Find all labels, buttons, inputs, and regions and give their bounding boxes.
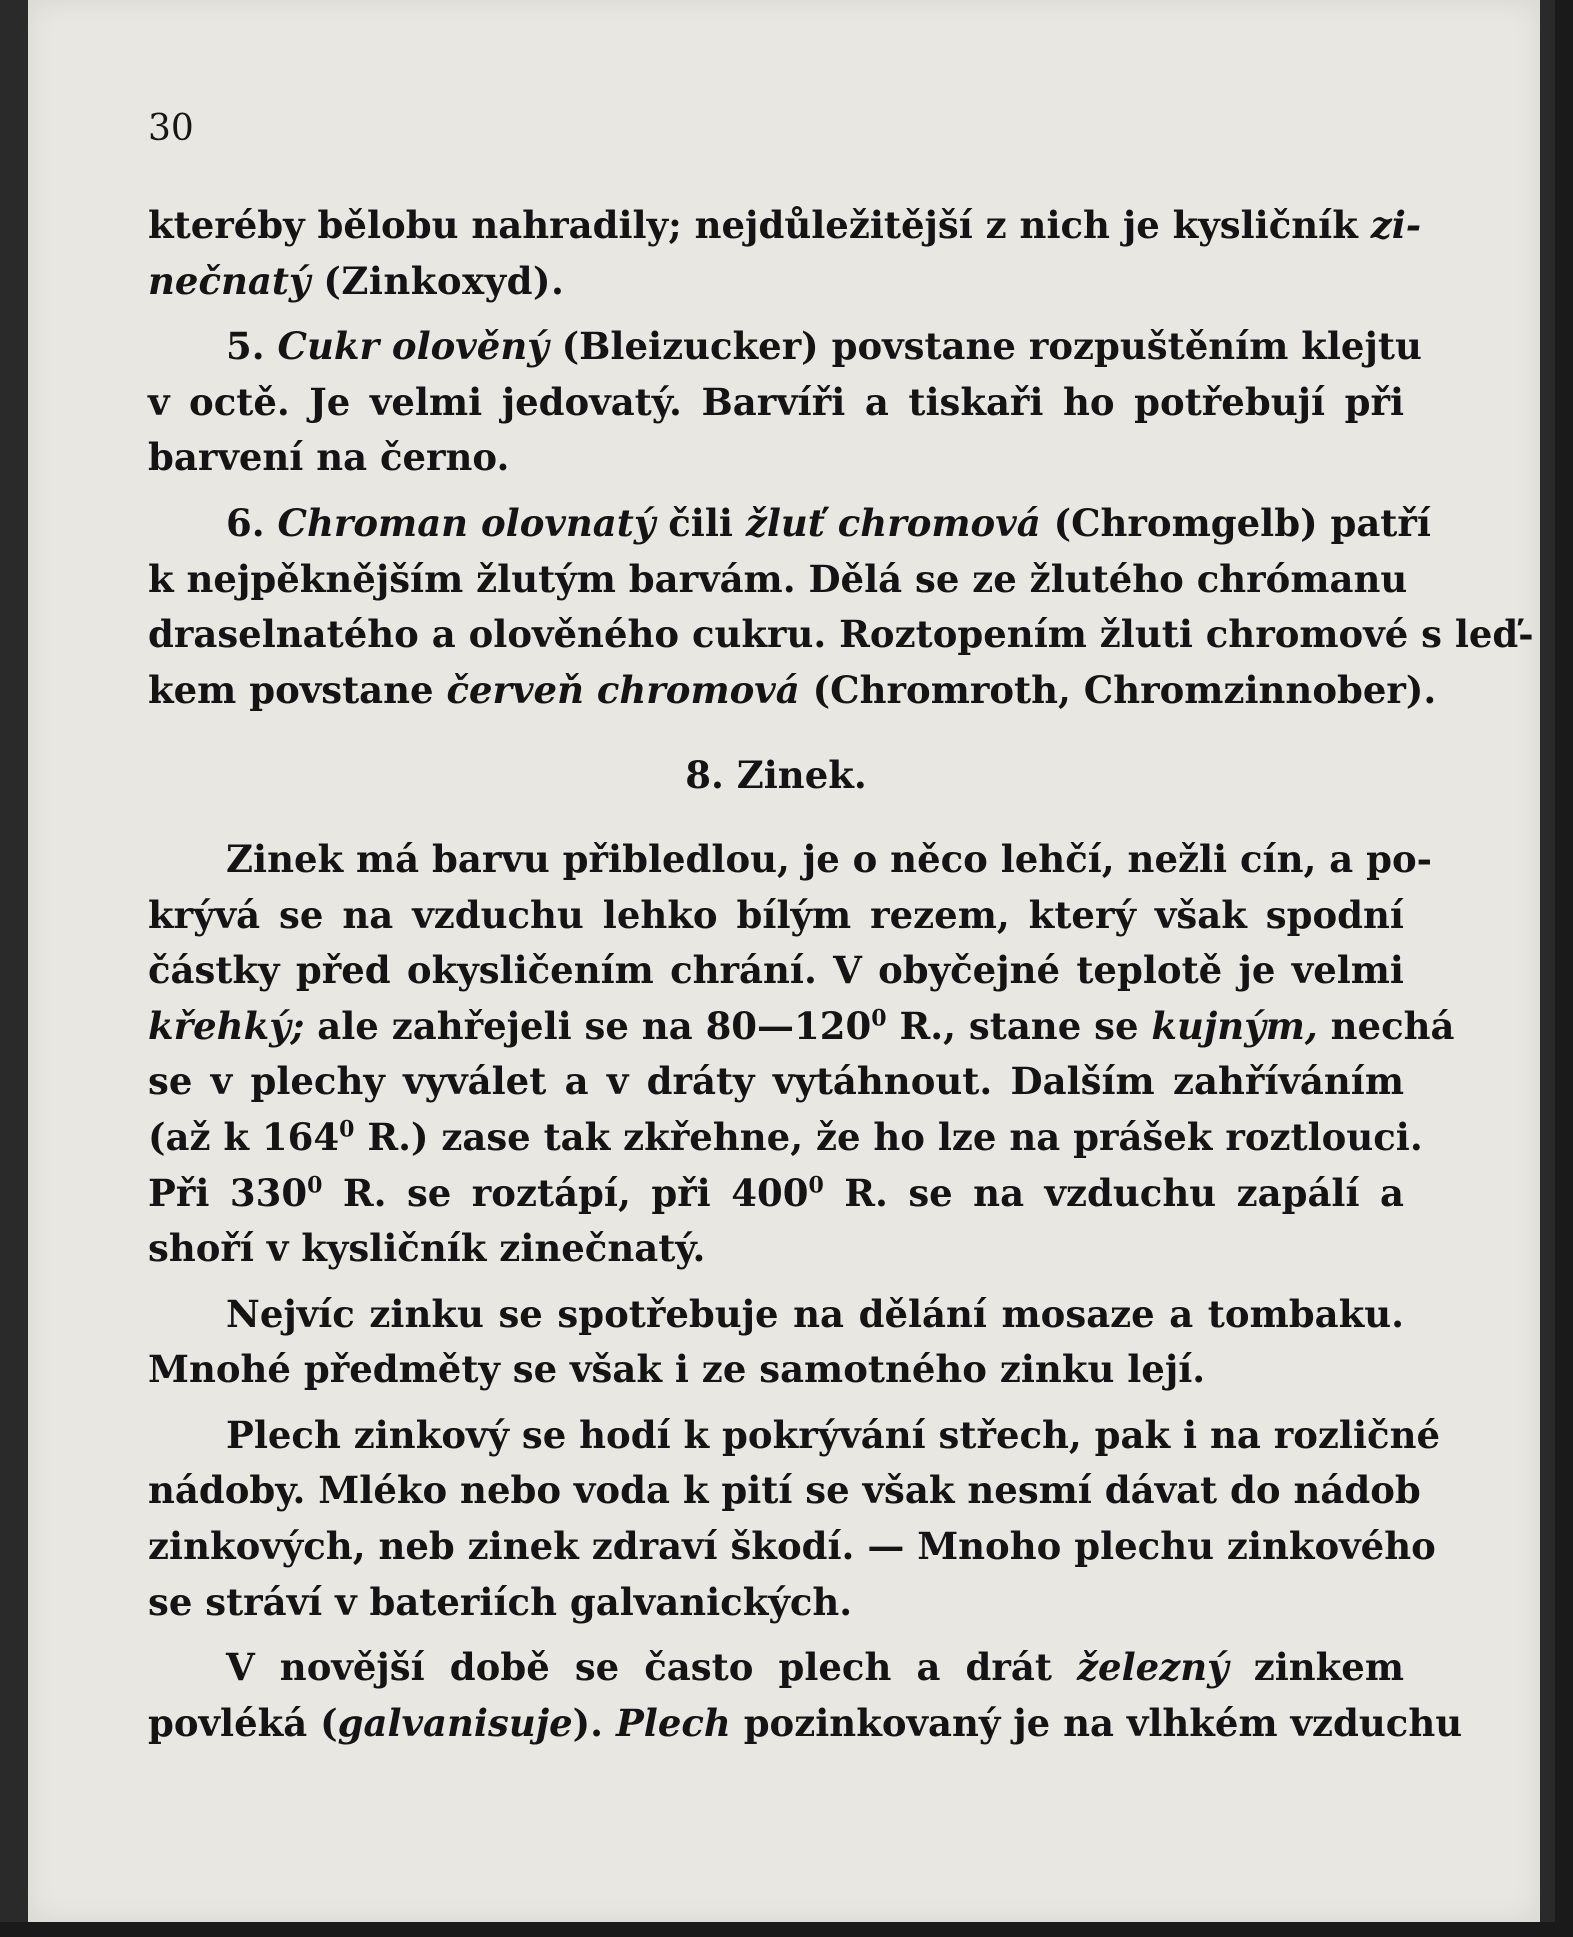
- text-line: 6. Chroman olovnatý čili žluť chromová (Chromgelb) patří: [226, 500, 1431, 545]
- text-line: Plech zinkový se hodí k pokrývání střech, pak i na rozličné: [226, 1412, 1441, 1457]
- paragraph-7: [148, 1640, 1463, 1751]
- text-line: se stráví v bateriích galvanických.: [148, 1579, 853, 1624]
- paragraph-3: [148, 496, 1534, 718]
- text-line: Nejvíc zinku se spotřebuje na dělání mosaze a tombaku.: [226, 1291, 1404, 1336]
- page-edge-bottom: [0, 1922, 1573, 1937]
- text-line: kem povstane červeň chromová (Chromroth, Chromzinnober).: [148, 667, 1437, 712]
- text-line: V novější době se často plech a drát železný zinkem: [226, 1645, 1404, 1690]
- text-line: Mnohé předměty se však i ze samotného zinku lejí.: [148, 1347, 1206, 1392]
- text-line: 5. Cukr olověný (Bleizucker) povstane rozpuštěním klejtu: [226, 324, 1422, 369]
- body-text: [148, 198, 1534, 1751]
- paragraph-5: [148, 1287, 1404, 1398]
- paragraph-6: [148, 1408, 1441, 1630]
- text-line: nečnatý (Zinkoxyd).: [148, 258, 565, 303]
- text-line: kteréby bělobu nahradily; nejdůležitější z nich je kysličník zi-: [148, 203, 1422, 247]
- paragraph-4: [148, 832, 1455, 1277]
- text-line: Zinek má barvu přibledlou, je o něco lehčí, nežli cín, a po-: [226, 836, 1433, 881]
- text-line: krývá se na vzduchu lehko bílým rezem, který však spodní: [148, 892, 1404, 937]
- text-line: shoří v kysličník zinečnatý.: [148, 1226, 706, 1271]
- text-line: (až k $164^0$ R.) zase tak zkřehne, že ho lze na prášek roztlouci.: [148, 1114, 1423, 1159]
- paragraph-1: [148, 198, 1422, 309]
- text-line: draselnatého a olověného cukru. Roztopením žluti chromové s leď-: [148, 612, 1534, 657]
- text-line: v octě. Je velmi jedovatý. Barvíři a tiskaři ho potřebují při: [148, 379, 1404, 424]
- text-line: Při $330^0$ R. se roztápí, při $400^0$ R. se na vzduchu zapálí a: [148, 1170, 1404, 1215]
- text-line: křehký; ale zahřejeli se na $80—120^0$ R., stane se kujným, nechá: [148, 1003, 1455, 1048]
- text-line: částky před okysličením chrání. V obyčejné teplotě je velmi: [148, 948, 1404, 993]
- text-line: zinkových, neb zinek zdraví škodí. — Mnoho plechu zinkového: [148, 1524, 1436, 1569]
- section-heading: 8. Zinek.: [685, 753, 867, 798]
- text-line: se v plechy vyválet a v dráty vytáhnout. Dalším zahříváním: [148, 1059, 1404, 1104]
- page-edge-right: [1555, 0, 1573, 1937]
- page-number: 30: [148, 108, 194, 149]
- text-line: povléká (galvanisuje). Plech pozinkovaný je na vlhkém vzduchu: [148, 1700, 1463, 1745]
- text-line: barvení na černo.: [148, 435, 510, 480]
- text-line: nádoby. Mléko nebo voda k pití se však nesmí dávat do nádob: [148, 1468, 1421, 1513]
- text-line: k nejpěknějším žlutým barvám. Dělá se ze žlutého chrómanu: [148, 556, 1408, 601]
- book-page: [28, 0, 1540, 1922]
- paragraph-2: [148, 319, 1422, 486]
